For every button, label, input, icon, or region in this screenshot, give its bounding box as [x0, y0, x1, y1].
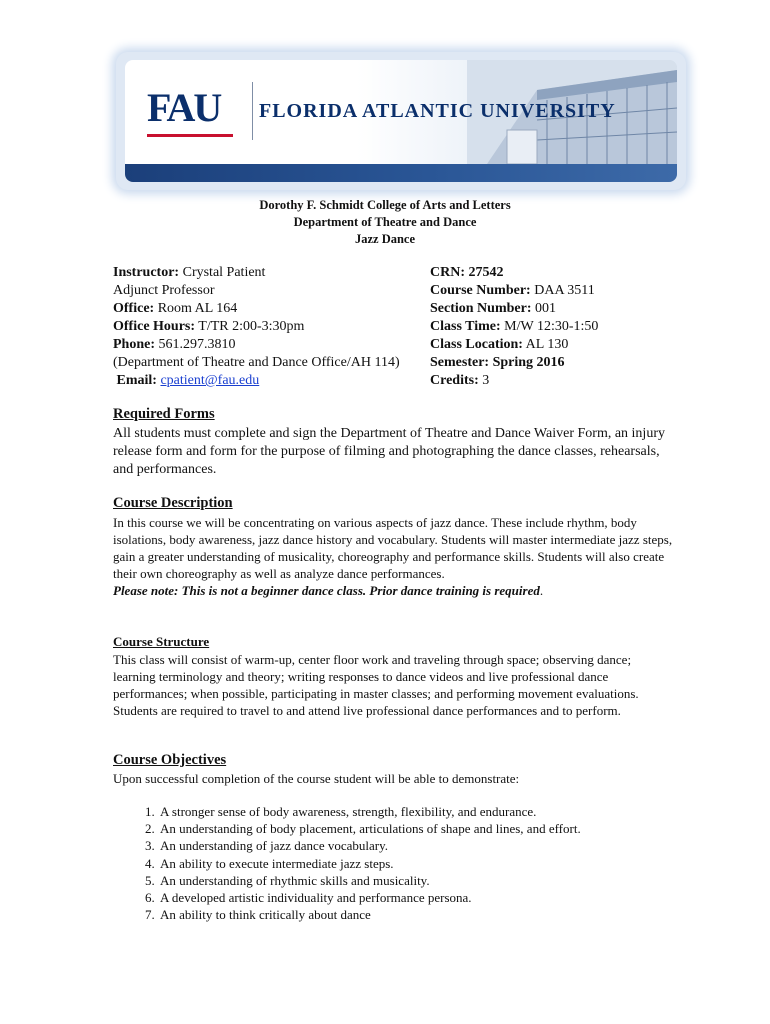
university-name: FLORIDA ATLANTIC UNIVERSITY	[259, 100, 616, 122]
section-number-line: Section Number: 001	[430, 301, 556, 316]
banner-divider	[252, 82, 253, 140]
course-objectives-intro: Upon successful completion of the course student will be able to demonstrate:	[113, 771, 520, 786]
instructor-info	[113, 264, 400, 390]
instructor-line: Instructor: Crystal Patient	[113, 265, 266, 280]
email-link[interactable]: cpatient@fau.edu	[160, 373, 260, 388]
course-structure-title: Course Structure	[113, 634, 210, 649]
department-heading: Department of Theatre and Dance	[293, 215, 477, 229]
required-forms-body: All students must complete and sign the Department of Theatre and Dance Waiver Form, an injury release form and form for the purpose of filming and photographing the dance classes, rehearsals, and performances.	[113, 426, 665, 477]
course-info	[430, 264, 598, 390]
crn-line: CRN: 27542	[430, 265, 504, 280]
phone-line: Phone: 561.297.3810	[113, 337, 236, 352]
college-heading: Dorothy F. Schmidt College of Arts and Letters	[259, 198, 511, 212]
required-forms-title: Required Forms	[113, 406, 215, 422]
instructor-title: Adjunct Professor	[113, 283, 215, 298]
list-item: 1. A stronger sense of body awareness, strength, flexibility, and endurance.	[158, 803, 718, 820]
course-heading: Jazz Dance	[354, 232, 416, 246]
prerequisite-note: Please note: This is not a beginner dance class. Prior dance training is required	[113, 583, 540, 598]
list-item: 4. An ability to execute intermediate jazz steps.	[158, 855, 718, 872]
office-line: Office: Room AL 164	[113, 301, 238, 316]
university-banner	[116, 52, 686, 190]
email-line: Email: cpatient@fau.edu	[116, 373, 260, 388]
course-objectives-title: Course Objectives	[113, 752, 227, 768]
list-item: 6. A developed artistic individuality and performance persona.	[158, 889, 718, 906]
banner-inner	[125, 60, 677, 182]
semester-line: Semester: Spring 2016	[430, 355, 565, 370]
list-item: 5. An understanding of rhythmic skills and musicality.	[158, 872, 718, 889]
fau-logo: FAU	[147, 85, 221, 130]
list-item: 7. An ability to think critically about dance	[158, 906, 718, 923]
course-structure-body: This class will consist of warm-up, center floor work and traveling through space; observing dance; learning terminology and theory; writing responses to dance videos and live professional dance performances; when possible, participating in master classes; and performing movement evaluations. Students are required to travel to and attend live professional dance performances and to perform.	[113, 652, 639, 718]
course-description-title: Course Description	[113, 495, 233, 511]
course-number-line: Course Number: DAA 3511	[430, 283, 595, 298]
course-description-body: In this course we will be concentrating on various aspects of jazz dance. These include rhythm, body isolations, body awareness, jazz dance history and vocabulary. Students will master intermediate jazz steps, gain a greater understanding of musicality, choreography and performance skills. Students will also create their own choreography as well as analyze dance performances. Please note: This is not a beginner dance class. Prior dance training is required.	[113, 515, 673, 598]
logo-underline	[147, 134, 233, 137]
class-location-line: Class Location: AL 130	[430, 337, 569, 352]
class-time-line: Class Time: M/W 12:30-1:50	[430, 319, 599, 334]
department-office-line: (Department of Theatre and Dance Office/AH 114)	[113, 355, 400, 370]
credits-line: Credits: 3	[430, 373, 490, 388]
office-hours-line: Office Hours: T/TR 2:00-3:30pm	[113, 319, 305, 334]
list-item: 2. An understanding of body placement, articulations of shape and lines, and effort.	[158, 820, 718, 837]
banner-blue-bar	[125, 164, 677, 182]
objectives-list	[113, 803, 718, 923]
list-item: 3. An understanding of jazz dance vocabulary.	[158, 837, 718, 854]
